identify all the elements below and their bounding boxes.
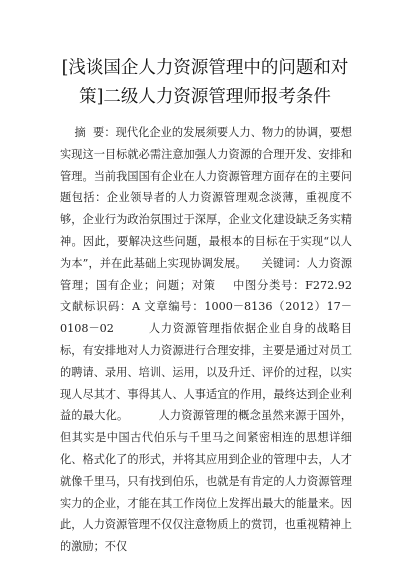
document-title: [浅谈国企人力资源管理中的问题和对策]二级人力资源管理师报考条件 bbox=[61, 58, 349, 107]
document-body-text: 摘 要：现代化企业的发展须要人力、物力的协调，要想实现这一目标就必需注意加强人力资源的合理开发、安排和管理。当前我国国有企业在人力资源管理方面存在的主要问题包括：企业领导者的人力资源管理观念淡薄，重视度不够，企业行为政治氛围过于深厚，企业文化建设缺乏务实精神。因此，要解决这些问题，最根本的目标在于实现“以人为本”，并在此基础上实现协调发展。 关键词：人力资源管理；国有企业；问题；对策 中图分类号：F272.92 文献标识码：A 文章编号：1000－8136（2012）17－0108－02 人力资源管理指依据企业自身的战略目标，有安排地对人力资源进行合理安排，主要是通过对员工的聘请、录用、培训、运用，以及升迁、评价的过程，以实现人尽其才、事得其人、人事适宜的作用，最终达到企业利益的最大化。 人力资源管理的概念虽然来源于国外，但其实是中国古代伯乐与千里马之间紧密相连的思想详细化、格式化了的形式，并将其应用到企业的管理中去，人才就像千里马，只有找到伯乐，也就是有肯定的人力资源管理实力的企业，才能在其工作岗位上发挥出最大的能量来。因此，人力资源管理不仅仅注意物质上的赏罚，也重视精神上的激励；不仅 bbox=[60, 126, 367, 554]
